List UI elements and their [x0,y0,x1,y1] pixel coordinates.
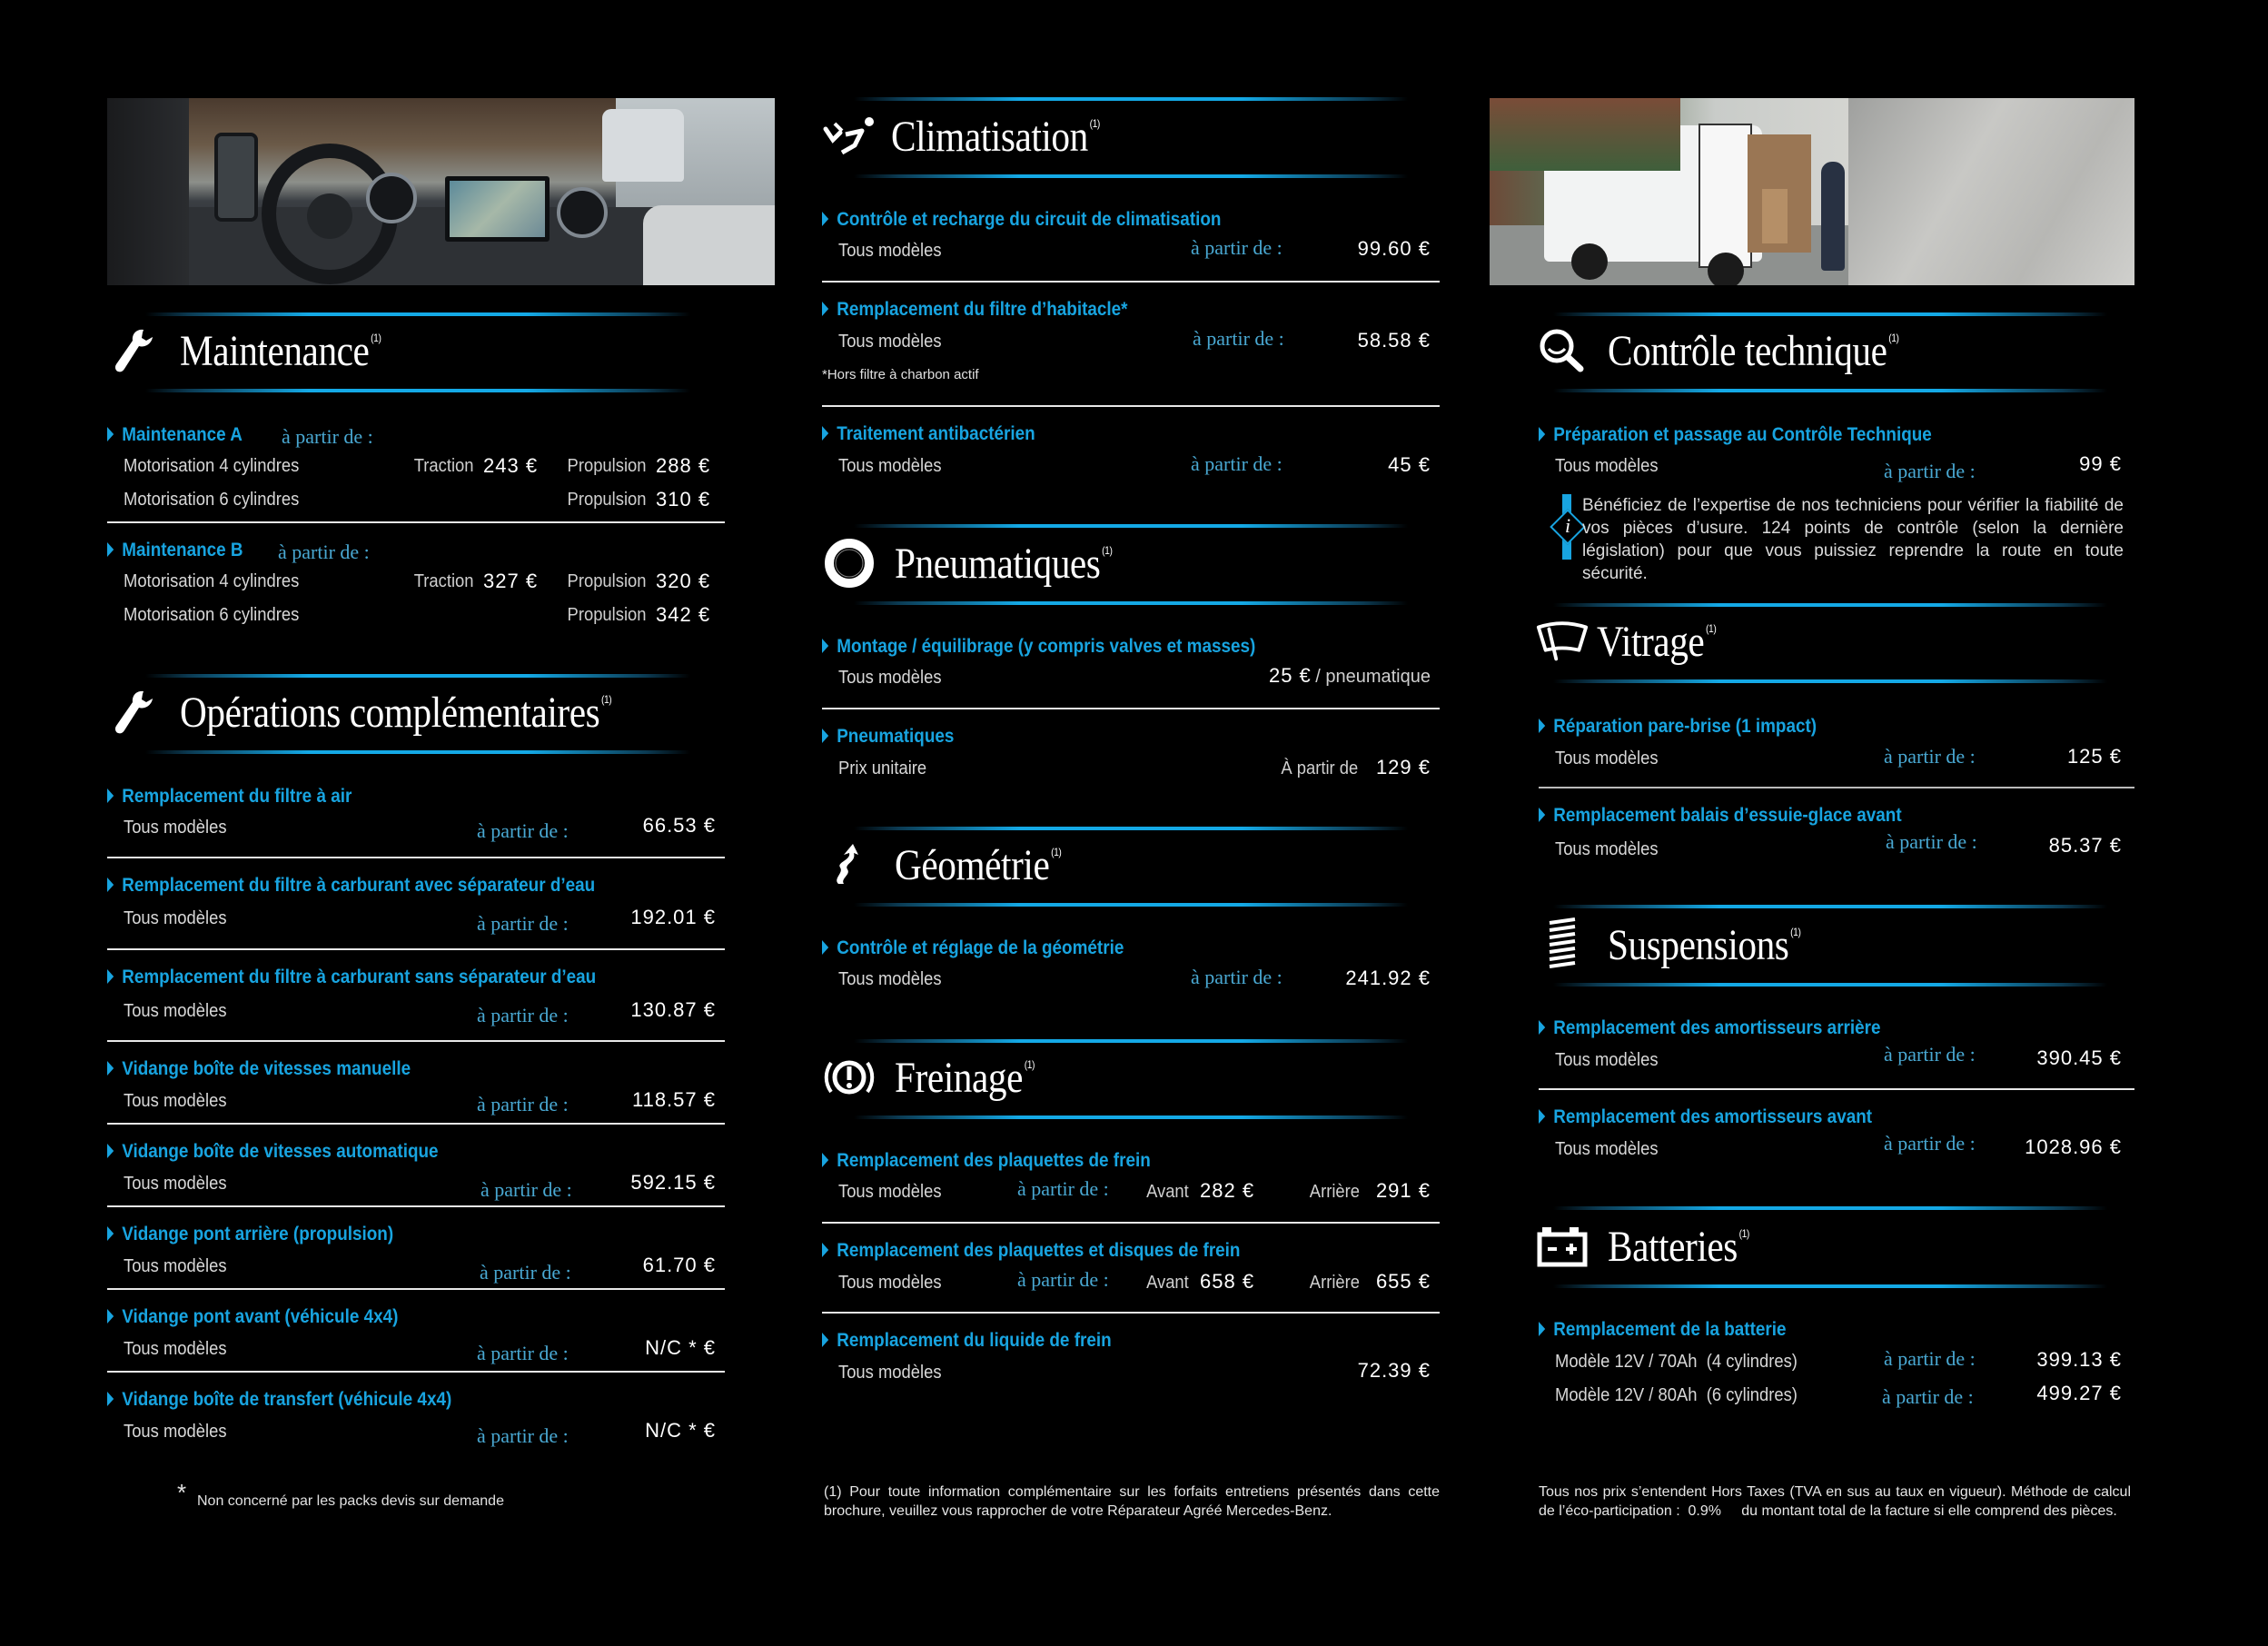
a-partir-de-label: à partir de : [278,540,370,563]
price-value: 658 € [1200,1270,1255,1293]
section-divider [1553,312,2107,316]
a-partir-de-label: à partir de : [477,1004,569,1026]
section-title: Géométrie [895,840,1050,889]
row-separator [107,948,725,950]
item-note: *Hors filtre à charbon actif [822,367,979,382]
winding-road-icon [822,838,876,892]
section-divider [145,674,690,678]
section-title: Contrôle technique [1608,326,1887,375]
freinage-list [822,1148,1440,1384]
price-unit: / pneumatique [1315,667,1431,687]
item-models: Tous modèles [838,1182,942,1202]
row-separator [107,857,725,858]
item-title: Remplacement du filtre d’habitacle* [822,299,1128,321]
item-title: Remplacement de la batterie [1539,1319,1787,1341]
section-divider [854,97,1408,101]
a-partir-de-label: à partir de : [1017,1177,1109,1200]
section-divider [1553,389,2107,392]
price-value: 291 € [1375,1179,1431,1202]
row-label: Modèle 12V / 70Ah (4 cylindres) [1555,1352,1798,1372]
info-icon: i [1550,494,1586,560]
section-title: Suspensions [1608,920,1789,969]
item-models: Tous modèles [124,1339,227,1359]
row-separator [822,1222,1440,1224]
van-loading-photo [1490,98,2134,285]
section-title: Climatisation [891,112,1088,161]
row-separator [1539,787,2134,788]
section-header-batteries: Batteries $^{(1)}$ [1535,1219,1772,1274]
price-value: 399.13 € [2036,1348,2122,1371]
row-label: Motorisation 6 cylindres [124,605,300,625]
a-partir-de-label: à partir de : [282,425,373,448]
price-value: 45 € [1388,453,1431,476]
section-divider [854,601,1408,605]
traction-label: Traction [413,571,474,591]
item-models: Tous modèles [1555,1050,1659,1070]
row-label: Motorisation 4 cylindres [124,456,300,476]
magnifier-icon [1535,323,1590,378]
item-title: Pneumatiques [822,726,954,748]
row-separator [822,708,1440,709]
section-title: Pneumatiques [895,539,1101,588]
a-partir-de-label: à partir de : [1884,1043,1976,1066]
maintenance-list [107,420,725,638]
price-value: 320 € [656,570,711,592]
vitrage-list [1539,714,2134,868]
price-value: 125 € [2066,745,2122,768]
price-value: 327 € [483,570,539,592]
section-divider [145,389,690,392]
item-title: Remplacement des plaquettes et disques de frein [822,1240,1240,1262]
a-partir-de-label: à partir de : [477,1424,569,1447]
row-separator [107,1040,725,1042]
tire-icon [822,536,876,590]
section-divider [145,750,690,754]
section-header-suspensions: Suspensions $^{(1)}$ [1535,917,1832,972]
a-partir-de-label: à partir de : [1882,1385,1974,1408]
price-value: N/C * € [645,1336,716,1359]
item-models: Tous modèles [838,1363,942,1383]
price-value: 61.70 € [642,1254,716,1276]
person-illustration [1821,162,1845,271]
price-value: 288 € [656,454,711,477]
a-partir-de-label: à partir de : [1884,460,1976,482]
price-value: 58.58 € [1357,329,1431,352]
row-separator [107,521,725,523]
section-header-climatisation: Climatisation $^{(1)}$ [822,109,1134,164]
suspensions-list [1539,1016,2134,1170]
footnote-star: * [177,1479,187,1506]
item-title: Vidange pont avant (véhicule 4x4) [107,1306,398,1328]
item-title: Contrôle et réglage de la géométrie [822,937,1124,959]
propulsion-label: Propulsion [567,490,647,510]
section-divider [854,1116,1408,1119]
a-partir-de-label: à partir de : [477,819,569,842]
section-divider [1553,603,2107,607]
spring-icon [1535,917,1590,972]
item-models: Tous modèles [1555,749,1659,768]
row-label: Motorisation 4 cylindres [124,571,300,591]
a-partir-de-label: à partir de : [1884,1347,1976,1370]
item-title: Remplacement du filtre à air [107,786,352,808]
price-value: 192.01 € [630,906,716,928]
a-partir-de-label: à partir de : [480,1178,572,1201]
price-value: 243 € [483,454,539,477]
item-models: Tous modèles [124,1422,227,1442]
geometrie-list [822,936,1440,1008]
price-value: 342 € [656,603,711,626]
price-value: 85.37 € [2048,834,2122,857]
section-header-vitrage: Vitrage $^{(1)}$ [1535,614,1736,669]
arriere-label: Arrière [1309,1273,1361,1293]
item-title: Remplacement balais d’essuie-glace avant [1539,805,1902,827]
row-separator [107,1371,725,1373]
traction-label: Traction [413,456,474,476]
section-title: Vitrage [1597,617,1705,666]
mirror-illustration [214,133,258,222]
item-models: Prix unitaire [838,759,927,778]
item-models: Tous modèles [124,818,227,838]
item-title: Préparation et passage au Contrôle Technique [1539,424,1932,446]
item-title: Vidange boîte de vitesses automatique [107,1141,439,1163]
propulsion-label: Propulsion [567,571,647,591]
info-text: Bénéficiez de l’expertise de nos techniciens pour vérifier la fiabilité de vos pièces d’usure. 124 points de contrôle (selon la dernière législation) pour que vous puissiez reprendre la route en toute sécurité. [1582,496,2124,583]
item-models: Tous modèles [124,1001,227,1021]
pneumatiques-list [822,634,1440,779]
section-header-pneumatiques: Pneumatiques $^{(1)}$ [822,536,1147,590]
wrench-icon [107,323,162,378]
a-partir-de-label: à partir de : [477,1093,569,1116]
price-value: 129 € [1375,756,1431,778]
propulsion-label: Propulsion [567,605,647,625]
section-divider [145,312,690,316]
price-value: 499.27 € [2036,1382,2122,1404]
price-value: 1028.96 € [2025,1135,2122,1158]
price-value: N/C * € [645,1419,716,1442]
cockpit-photo [107,98,775,285]
battery-icon [1535,1219,1590,1274]
section-divider [854,174,1408,178]
a-partir-de-label: à partir de : [1191,452,1283,475]
footnote-prices: Tous nos prix s’entendent Hors Taxes (TVA en sus au taux en vigueur). Méthode de calcul de l’éco-participation : 0.9% du montant total de la facture si elle comprend des pièces. [1539,1484,2135,1519]
item-models: Tous modèles [124,1174,227,1194]
item-models: Tous modèles [1555,1139,1659,1159]
a-partir-de-label: à partir de : [477,1342,569,1364]
batteries-list [1539,1317,2134,1435]
a-partir-de-label: à partir de : [1886,830,1977,853]
item-models: Tous modèles [838,241,942,261]
section-title: Maintenance [180,326,370,375]
wrench-icon [107,685,162,739]
controle-technique-list [1539,420,2134,583]
row-separator [107,1123,725,1125]
a-partir-de-label: à partir de : [1191,966,1283,988]
a-partir-de-label: à partir de : [1191,236,1283,259]
item-title: Traitement antibactérien [822,423,1035,445]
item-title: Vidange pont arrière (propulsion) [107,1224,393,1245]
section-divider [1553,905,2107,908]
item-models: Tous modèles [838,668,942,688]
item-models: Tous modèles [124,1091,227,1111]
section-divider [854,524,1408,528]
row-label: Modèle 12V / 80Ah (6 cylindres) [1555,1385,1798,1405]
section-header-freinage: Freinage $^{(1)}$ [822,1050,1057,1105]
price-value: 592.15 € [630,1171,716,1194]
propulsion-label: Propulsion [567,456,647,476]
price-value: 25 € [1268,664,1312,687]
windshield-wiper-icon [1535,614,1590,669]
price-value: 118.57 € [631,1088,716,1111]
footnote-text: Non concerné par les packs devis sur demande [197,1493,504,1509]
section-divider [854,827,1408,830]
price-value: 241.92 € [1345,967,1431,989]
item-models: Tous modèles [124,1256,227,1276]
section-title: Opérations complémentaires [180,688,600,737]
price-value: 282 € [1200,1179,1255,1202]
row-separator [822,405,1440,407]
a-partir-de-label: à partir de : [1193,327,1284,350]
section-divider [854,1039,1408,1043]
avant-label: Avant [1146,1273,1189,1293]
row-separator [107,1288,725,1290]
van-illustration [602,109,684,182]
a-partir-de-label: à partir de : [477,912,569,935]
avant-label: Avant [1146,1182,1189,1202]
section-divider [1553,1206,2107,1210]
item-title: Contrôle et recharge du circuit de climatisation [822,209,1221,231]
footnote-brochure: (1) Pour toute information complémentaire sur les forfaits entretiens présentés dans cette brochure, veuillez vous rapprocher de votre Réparateur Agréé Mercedes-Benz. [824,1484,1440,1519]
section-title: Batteries [1608,1222,1738,1271]
a-partir-de-label: à partir de : [1884,1132,1976,1155]
navigation-screen-illustration [445,176,550,242]
item-models: Tous modèles [124,908,227,928]
price-value: 655 € [1375,1270,1431,1293]
item-models: Tous modèles [1555,456,1659,476]
item-title: Remplacement des amortisseurs avant [1539,1106,1872,1128]
section-divider [854,903,1408,907]
section-divider [1553,1284,2107,1288]
section-header-maintenance: Maintenance $^{(1)}$ [107,323,414,378]
price-value: 390.45 € [2036,1046,2122,1069]
item-title: Remplacement du filtre à carburant sans séparateur d’eau [107,967,596,988]
item-title: Vidange boîte de transfert (véhicule 4x4) [107,1389,451,1411]
row-separator [822,1312,1440,1314]
price-value: 66.53 € [642,814,716,837]
item-title: Remplacement du liquide de frein [822,1330,1112,1352]
section-title: Freinage [895,1053,1023,1102]
air-conditioning-icon [822,109,876,164]
arriere-label: Arrière [1309,1182,1361,1202]
price-value: 99.60 € [1357,237,1431,260]
price-value: 310 € [656,488,711,511]
a-partir-de-label: à partir de : [480,1261,571,1284]
item-title: Réparation pare-brise (1 impact) [1539,716,1817,738]
price-value: 72.39 € [1357,1359,1431,1382]
section-header-operations: Opérations complémentaires $^{(1)}$ [107,685,682,739]
section-divider [1553,679,2107,683]
item-models: Tous modèles [838,969,942,989]
item-title: Remplacement du filtre à carburant avec séparateur d’eau [107,875,595,897]
a-partir-de-label: à partir de : [1017,1268,1109,1291]
item-models: Tous modèles [1555,839,1659,859]
item-models: Tous modèles [838,1273,942,1293]
a-partir-de-label: À partir de [1281,759,1359,778]
item-title: Maintenance A [107,424,243,446]
row-separator [1539,1088,2134,1090]
operations-list [107,781,725,1453]
row-label: Motorisation 6 cylindres [124,490,300,510]
item-title: Remplacement des plaquettes de frein [822,1150,1151,1172]
a-partir-de-label: à partir de : [1884,745,1976,768]
section-header-controle-technique: Contrôle technique $^{(1)}$ [1535,323,1946,378]
price-value: 99 € [2079,452,2122,475]
row-separator [107,1205,725,1207]
item-title: Remplacement des amortisseurs arrière [1539,1017,1881,1039]
price-value: 130.87 € [630,998,716,1021]
item-models: Tous modèles [838,332,942,352]
item-title: Maintenance B [107,540,243,561]
item-title: Montage / équilibrage (y compris valves et masses) [822,636,1255,658]
row-separator [822,281,1440,283]
climatisation-list [822,207,1440,489]
section-divider [1553,983,2107,987]
item-models: Tous modèles [838,456,942,476]
section-header-geometrie: Géométrie $^{(1)}$ [822,838,1088,892]
brake-warning-icon [822,1050,876,1105]
item-title: Vidange boîte de vitesses manuelle [107,1058,411,1080]
